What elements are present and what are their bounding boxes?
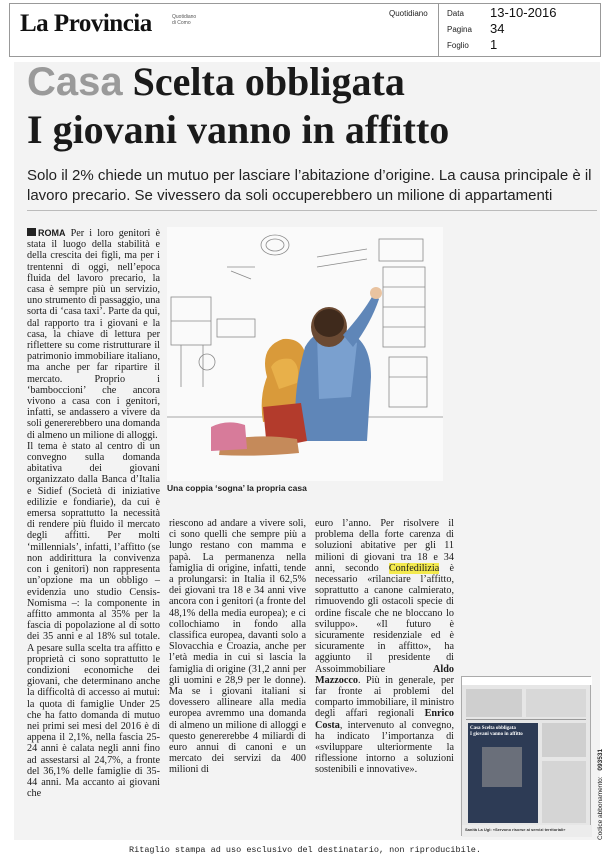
column-2-paragraph: riescono ad andare a vivere soli, ci sono quelli che sempre più a lungo restano con mamma e papà. La permanenza nella famiglia di origine, infatti, tende a prolungarsi: in Italia il 62,5% dei giovani tra 18 e 34 anni vive ancora con i genitori (a fronte del 48,1% della media europea); e ci collochiamo in fondo alla classifica europea, davanti solo a Slovacchia e Croazia, anche per l’età media in cui si lascia la famiglia di origine (31,2 anni per gli uomini e 28,9 per le donne). Ma se i giovani italiani si dovessero allineare alla media europea avremmo una domanda di almeno un milione di alloggi e questo genererebbe 4 miliardi di euro annui di canoni e un mercato dei servizi da 400 milioni di [169,518,306,776]
column-3-text-b: è necessario «rilanciare l’affitto, soprattutto a canone calmierato, rimuovendo gli ostacoli specie di ordine fiscale che ne bloccano lo sviluppo». «Il futuro è sicuramente residenziale ed è sicuramente in affitto», ha aggiunto il presidente di Assoimmobiliare [315,562,454,675]
subscription-code-label: Codice abbonamento: [597,776,604,840]
logo-subtitle-line-2: di Como [172,20,191,26]
logo-subtitle [172,14,196,26]
column-3-text-c: . Più in generale, per far fronte ai problemi del comparto immobiliare, il ministro degli affari regionali [315,674,454,720]
dateline: ROMA [38,228,66,238]
thumbnail-headline [470,726,538,738]
couple-dreaming-illustration [167,227,443,481]
thumbnail-headline-2: I giovani vanno in affitto [470,732,523,737]
headline-main: Scelta obbligata [132,59,405,104]
subscription-code-text [592,748,606,840]
highlighted-term: Confedilizia [388,562,440,574]
article-column-3 [315,518,454,776]
newspaper-logo: La Provincia [20,10,152,37]
column-1-paragraph-2: Il tema è stato al centro di un convegno sulla domanda abitativa dei giovani organizzato dalla Banca d’Italia e Sidief (Società di iniziative edilizie e fondiarie), da cui è emersa soprattutto la necessità di rendere più fluido il mercato degli affitti. Per molti ‘millennials’, infatti, l’affitto (se non addirittura la convivenza con i genitori) non rappresenta un’opzione ma un obbligo – evidenzia uno studio Censis-Nomisma –: la componente in affitto ammonta al 35% per la fascia di popolazione al di sotto dei 35 anni e al 18% sul totale. A pesare sulla scelta tra affitto e proprietà ci sono soprattutto le condizioni economiche dei giovani, che determinano anche la difficoltà di accesso ai mutui: la quota di famiglie Under 25 che ha fatto domanda di mutuo nei primi sei mesi del 2016 è di appena il 2,1%, nella fascia 25-24 anni è calata negli anni fino ad assestarsi al 24,7%, a fronte del 36,1% delle famiglie di 35-44 anni. Ma accanto ai giovani che [27,440,160,800]
column-3-text-d: , intervenuto al convegno, ha indicato l’importanza di «sviluppare ulteriormente la riflessione intorno a soluzioni sostenibili e innovative». [315,719,454,776]
page-value: 34 [490,21,505,36]
headline-line-1 [27,60,405,104]
logo-subtitle-line-1: Quotidiano [172,14,197,20]
article-column-1 [27,228,160,799]
article-deck: Solo il 2% chiede un mutuo per lasciare l’abitazione d’origine. La causa principale è il lavoro precario. Se vivessero da soli occuperebbero un milione di appartamenti [27,167,592,204]
thumbnail-layout [462,677,592,837]
headline-line-2: I giovani vanno in affitto [27,107,450,152]
square-bullet-icon [27,228,36,236]
page-thumbnail [461,676,591,836]
deck-rule [27,210,597,211]
page-label: Pagina [447,25,472,34]
publication-type: Quotidiano [389,9,428,18]
illustration-caption: Una coppia ‘sogna’ la propria casa [167,483,307,493]
svg-text:Codice abbonamento: 0935 [597,749,604,840]
column-3-text-a: euro l’anno. Per risolvere il problema della forte carenza di soluzioni abitative per gli 11 milioni di giovani tra 18 e 34 anni, secondo [315,518,454,574]
sheet-value: 1 [490,37,498,52]
date-label: Data [447,9,464,18]
masthead [9,3,601,57]
article-illustration [167,227,443,481]
subscription-code-value: 093531 [597,748,604,771]
reproduction-notice: Ritaglio stampa ad uso esclusivo del destinatario, non riproducibile. [129,845,481,855]
thumbnail-headline-1: Casa Scelta obbligata [470,726,516,731]
date-value: 13-10-2016 [490,5,557,20]
person-name-mazzocco: Aldo Mazzocco [315,663,454,686]
column-1-paragraph-1: Per i loro genitori è stata il luogo della stabilità e della crescita dei figli, ma per i trentenni di oggi, nell’epoca fluida del lavoro precario, la casa è sempre più un servizio, uno strumento di passaggio, una sorta di ‘casa taxi’. Parte da qui, dal rapporto tra i giovani e la casa, la chiave di lettura per riflettere su come ristrutturare il patrimonio immobiliare italiano, ma anche per far ripartire il mercato. Proprio i ‘bamboccioni’ che ancora vivono a casa con i genitori, infatti, se andassero a vivere da soli genererebbero una domanda di almeno un milione di alloggi. [27,228,160,441]
article-column-2 [169,518,306,776]
masthead-divider [438,4,439,56]
thumbnail-bottom-strip: Sanità La Ugl: «Servono risorse ai servizi territoriali» [465,827,566,832]
sheet-label: Foglio [447,41,469,50]
subscription-code [592,748,606,840]
headline-kicker: Casa [27,60,123,104]
person-name-costa: Enrico Costa [315,708,454,731]
